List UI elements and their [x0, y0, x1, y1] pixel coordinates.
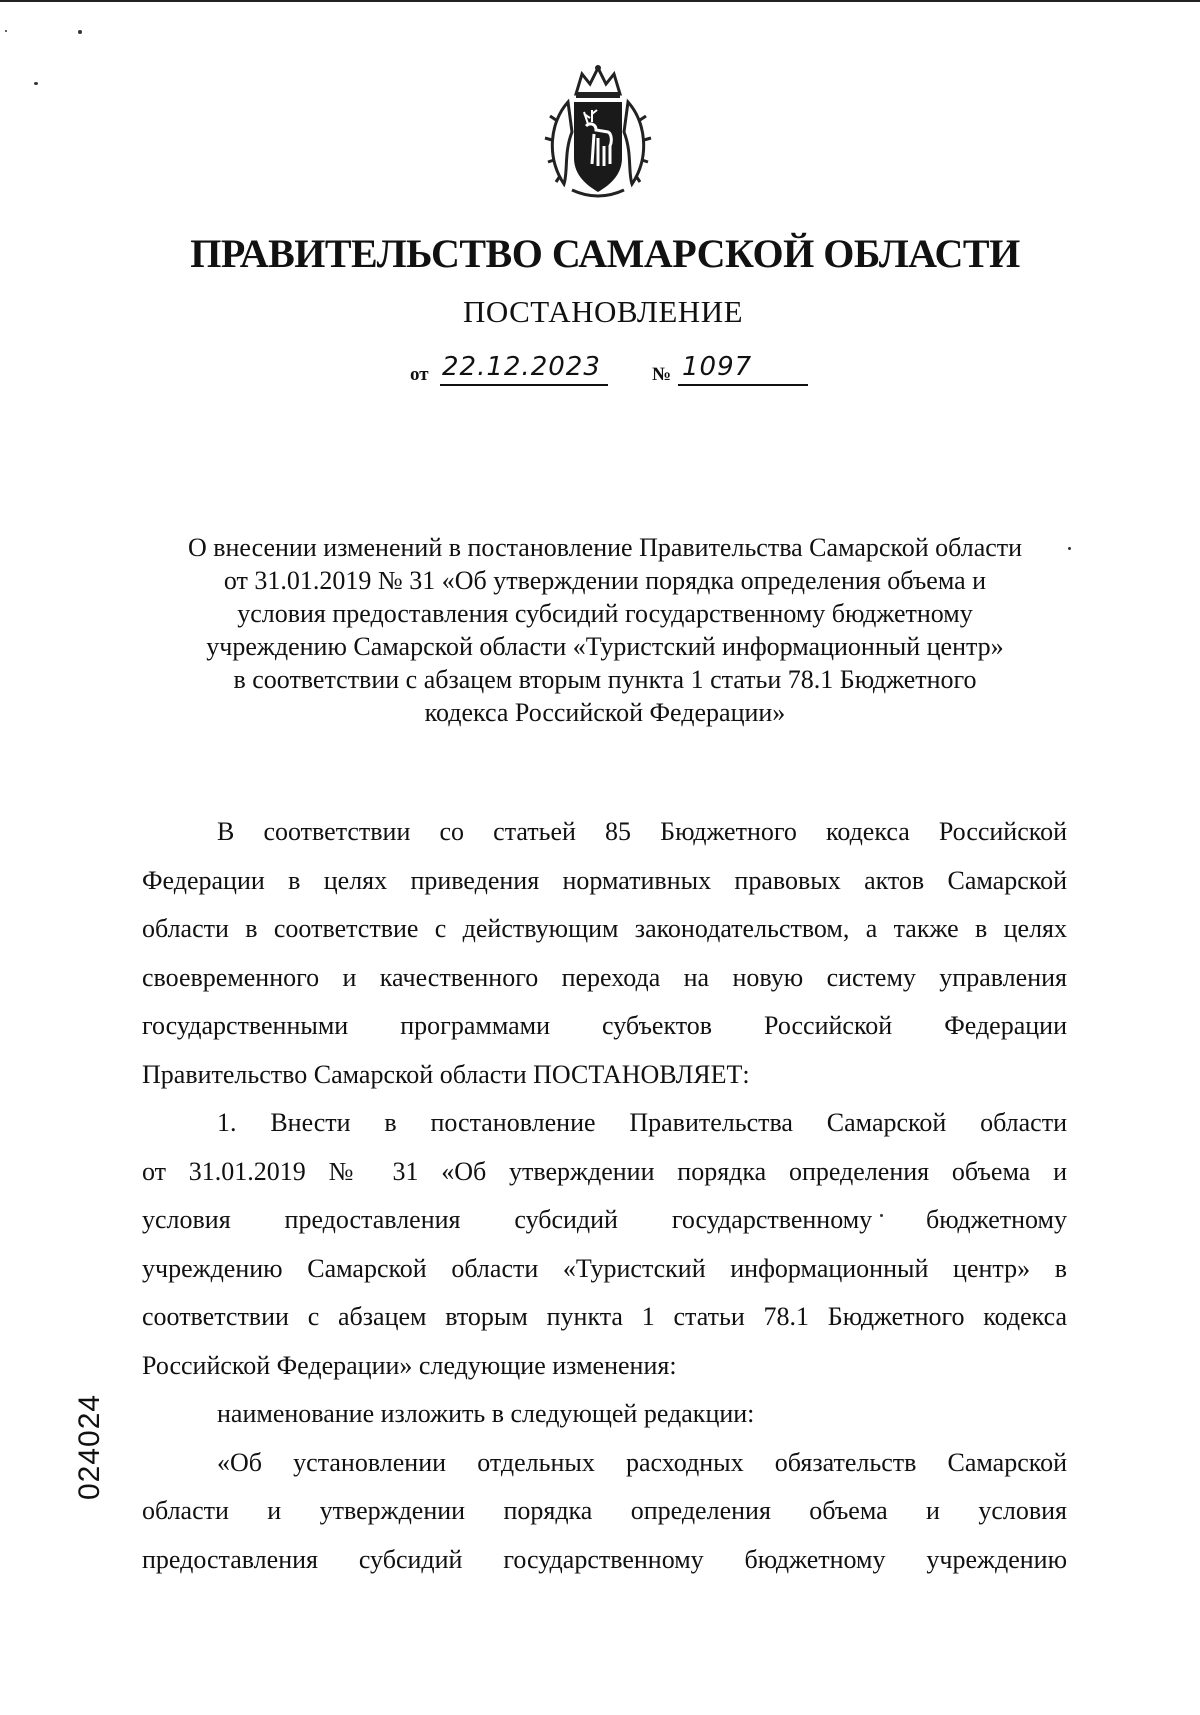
body-line: учреждению Самарской области «Туристский информационный центр» в — [142, 1253, 1067, 1283]
body-line: Российской Федерации» следующие изменения: — [142, 1350, 677, 1380]
body-line: области и утверждении порядка определения объема и условия — [142, 1496, 1067, 1525]
document-date: 22.12.2023 — [442, 352, 601, 382]
body-line: наименование изложить в следующей редакции: — [217, 1399, 755, 1428]
samara-coat-of-arms-icon — [538, 62, 658, 202]
body-line: государственными программами субъектов Российской Федерации — [142, 1011, 1067, 1040]
subject-line: от 31.01.2019 № 31 «Об утверждении порядка определения объема и — [223, 566, 987, 595]
subject-line: в соответствии с абзацем вторым пункта 1 статьи 78.1 Бюджетного — [233, 665, 977, 694]
body-line: своевременного и качественного перехода на новую систему управления — [142, 962, 1067, 992]
body-line: «Об установлении отдельных расходных обязательств Самарской — [217, 1447, 1067, 1477]
scan-speck — [34, 82, 38, 85]
body-line: условия предоставления субсидий государственному бюджетному — [142, 1205, 1067, 1234]
document-body — [142, 808, 1067, 1584]
document-number: 1097 — [682, 352, 753, 382]
body-line: 1. Внести в постановление Правительства Самарской области — [217, 1108, 1067, 1137]
scan-speck — [78, 30, 82, 34]
number-prefix: № — [652, 364, 672, 385]
margin-serial-number: 024024 — [73, 1393, 106, 1500]
date-number-line — [410, 352, 810, 392]
subject-line: учреждению Самарской области «Туристский информационный центр» — [206, 632, 1004, 661]
document-subject — [140, 531, 1070, 729]
date-underline — [440, 384, 608, 386]
body-line: соответствии с абзацем вторым пункта 1 статьи 78.1 Бюджетного кодекса — [142, 1302, 1067, 1331]
body-line: В соответствии со статьей 85 Бюджетного кодекса Российской — [217, 817, 1067, 846]
body-line: Правительство Самарской области ПОСТАНОВЛЯЕТ: — [142, 1059, 750, 1089]
top-edge-line — [0, 0, 1200, 2]
body-line: Федерации в целях приведения нормативных правовых актов Самарской — [142, 865, 1067, 895]
subject-line: условия предоставления субсидий государственному бюджетному — [237, 599, 973, 628]
number-underline — [678, 384, 808, 386]
document-type: ПОСТАНОВЛЕНИЕ — [462, 294, 744, 329]
scan-speck — [5, 30, 7, 32]
body-line: от 31.01.2019 № 31 «Об утверждении порядка определения объема и — [142, 1156, 1067, 1186]
date-prefix: от — [410, 364, 429, 385]
organization-title: ПРАВИТЕЛЬСТВО САМАРСКОЙ ОБЛАСТИ — [190, 231, 1020, 276]
subject-line: О внесении изменений в постановление Правительства Самарской области — [187, 533, 1023, 562]
body-line: предоставления субсидий государственному бюджетному учреждению — [142, 1544, 1067, 1574]
body-line: области в соответствие с действующим законодательством, а также в целях — [142, 914, 1067, 943]
subject-line: кодекса Российской Федерации» — [424, 698, 786, 727]
